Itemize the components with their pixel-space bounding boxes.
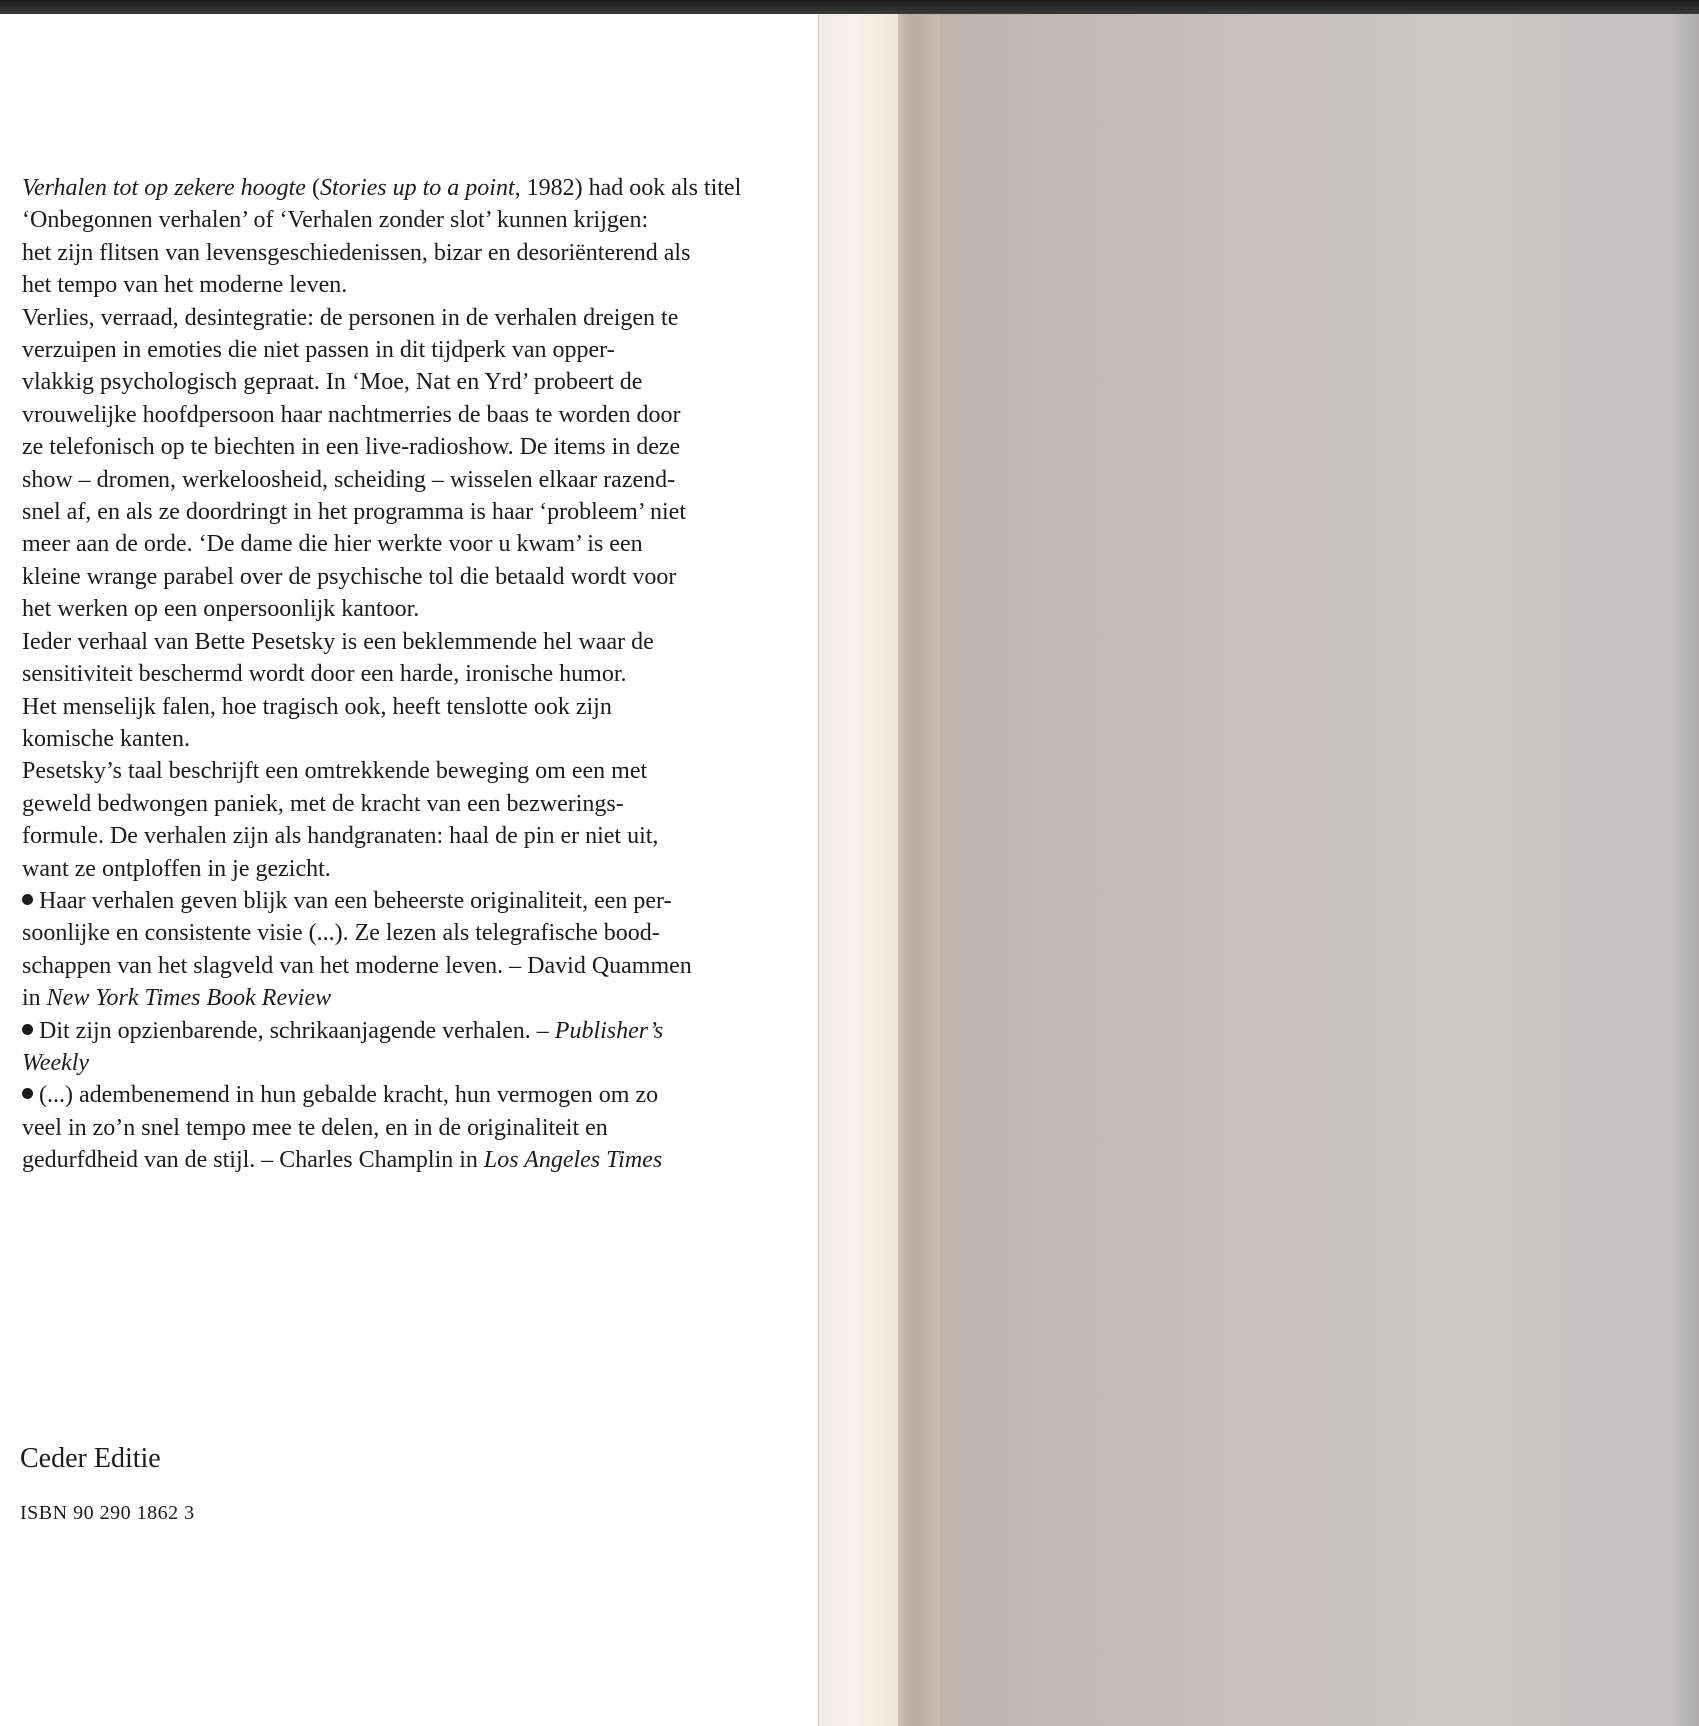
blurb-text: het werken op een onpersoonlijk kantoor. — [22, 596, 420, 623]
blurb-line — [22, 885, 792, 917]
blurb-text: Dit zijn opzienbarende, schrikaanjagende verhalen. – — [39, 1017, 555, 1044]
blurb-text: Ieder verhaal van Bette Pesetsky is een beklemmende hel waar de — [22, 628, 654, 655]
blurb-text: komische kanten. — [22, 725, 190, 752]
blurb-line — [22, 593, 792, 625]
blurb-line — [22, 950, 792, 982]
bullet-icon — [22, 894, 33, 905]
blurb-italic-text: Stories up to a point — [319, 175, 515, 201]
blurb-line — [22, 917, 792, 949]
blurb-text: soonlijke en consistente visie (...). Ze lezen als telegrafische bood- — [22, 920, 660, 947]
blurb-line — [22, 1079, 792, 1111]
blurb-line — [22, 431, 792, 463]
book-spine — [898, 14, 940, 1726]
blurb-line — [22, 302, 792, 334]
blurb-line — [22, 788, 792, 820]
blurb-line — [22, 561, 792, 593]
blurb-text: , 1982) had ook als titel — [514, 175, 742, 201]
blurb-line — [22, 723, 792, 755]
blurb-text: geweld bedwongen paniek, met de kracht van een bezwerings- — [22, 790, 624, 817]
blurb-text: show – dromen, werkeloosheid, scheiding – wisselen elkaar razend- — [22, 466, 676, 493]
blurb-italic-text: Verhalen tot op zekere hoogte — [22, 175, 306, 201]
publisher-name: Ceder Editie — [20, 1443, 161, 1474]
back-cover-blurb — [22, 172, 792, 1177]
blurb-text: het zijn flitsen van levensgeschiedenissen, bizar en desoriënterend als — [22, 239, 691, 266]
blurb-line — [22, 1015, 792, 1047]
isbn-number: ISBN 90 290 1862 3 — [20, 1502, 195, 1524]
blurb-text: vlakkig psychologisch gepraat. In ‘Moe, Nat en Yrd’ probeert de — [22, 369, 643, 396]
blurb-line — [22, 269, 792, 301]
blurb-line — [22, 691, 792, 723]
blurb-text: verzuipen in emoties die niet passen in dit tijdperk van opper- — [22, 337, 615, 364]
blurb-line — [22, 982, 792, 1014]
blurb-text: snel af, en als ze doordringt in het programma is haar ‘probleem’ niet — [22, 499, 686, 526]
blurb-line — [22, 334, 792, 366]
blurb-line — [22, 399, 792, 431]
cover-shadow — [1672, 14, 1699, 1726]
blurb-text: schappen van het slagveld van het moderne leven. – David Quammen — [22, 952, 692, 979]
blurb-text: ze telefonisch op te biechten in een live-radioshow. De items in deze — [22, 434, 681, 461]
blurb-text: sensitiviteit beschermd wordt door een harde, ironische humor. — [22, 661, 627, 688]
blurb-line — [22, 528, 792, 560]
blurb-text: gedurfdheid van de stijl. – Charles Champlin in — [22, 1147, 484, 1174]
blurb-text: (...) adembenemend in hun gebalde kracht, hun vermogen om zo — [39, 1082, 659, 1109]
blurb-text: meer aan de orde. ‘De dame die hier werkte voor u kwam’ is een — [22, 531, 643, 558]
grey-cover-panel — [940, 14, 1699, 1726]
page-edge — [818, 14, 905, 1726]
blurb-line — [22, 204, 792, 236]
blurb-line — [22, 237, 792, 269]
blurb-line — [22, 626, 792, 658]
blurb-italic-text: Los Angeles Times — [483, 1147, 663, 1174]
blurb-line — [22, 658, 792, 690]
blurb-text: Het menselijk falen, hoe tragisch ook, heeft tenslotte ook zijn — [22, 693, 612, 720]
blurb-text: ‘Onbegonnen verhalen’ of ‘Verhalen zonder slot’ kunnen krijgen: — [22, 207, 649, 234]
blurb-text: kleine wrange parabel over de psychische tol die betaald wordt voor — [22, 563, 677, 590]
blurb-text: in — [22, 985, 47, 1012]
blurb-line — [22, 496, 792, 528]
blurb-line — [22, 1112, 792, 1144]
blurb-text: ( — [305, 175, 320, 201]
blurb-text: Pesetsky’s taal beschrijft een omtrekkende beweging om een met — [22, 758, 648, 785]
blurb-line — [22, 366, 792, 398]
bullet-icon — [22, 1024, 33, 1035]
blurb-italic-text: Weekly — [22, 1049, 90, 1076]
blurb-text: Haar verhalen geven blijk van een beheerste originaliteit, een per- — [39, 887, 672, 914]
blurb-line — [22, 172, 792, 204]
blurb-line — [22, 1047, 792, 1079]
scan-top-edge — [0, 0, 1699, 14]
blurb-line — [22, 820, 792, 852]
blurb-text: Verlies, verraad, desintegratie: de personen in de verhalen dreigen te — [22, 304, 679, 331]
blurb-line — [22, 853, 792, 885]
blurb-text: vrouwelijke hoofdpersoon haar nachtmerries de baas te worden door — [22, 401, 681, 428]
blurb-line — [22, 1144, 792, 1176]
blurb-italic-text: New York Times Book Review — [46, 985, 332, 1012]
blurb-text: het tempo van het moderne leven. — [22, 272, 348, 299]
blurb-text: want ze ontploffen in je gezicht. — [22, 855, 331, 882]
blurb-text: formule. De verhalen zijn als handgranaten: haal de pin er niet uit, — [22, 823, 659, 850]
blurb-line — [22, 464, 792, 496]
blurb-italic-text: Publisher’s — [554, 1017, 664, 1044]
blurb-text: veel in zo’n snel tempo mee te delen, en in de originaliteit en — [22, 1114, 608, 1141]
bullet-icon — [22, 1088, 33, 1099]
blurb-line — [22, 755, 792, 787]
